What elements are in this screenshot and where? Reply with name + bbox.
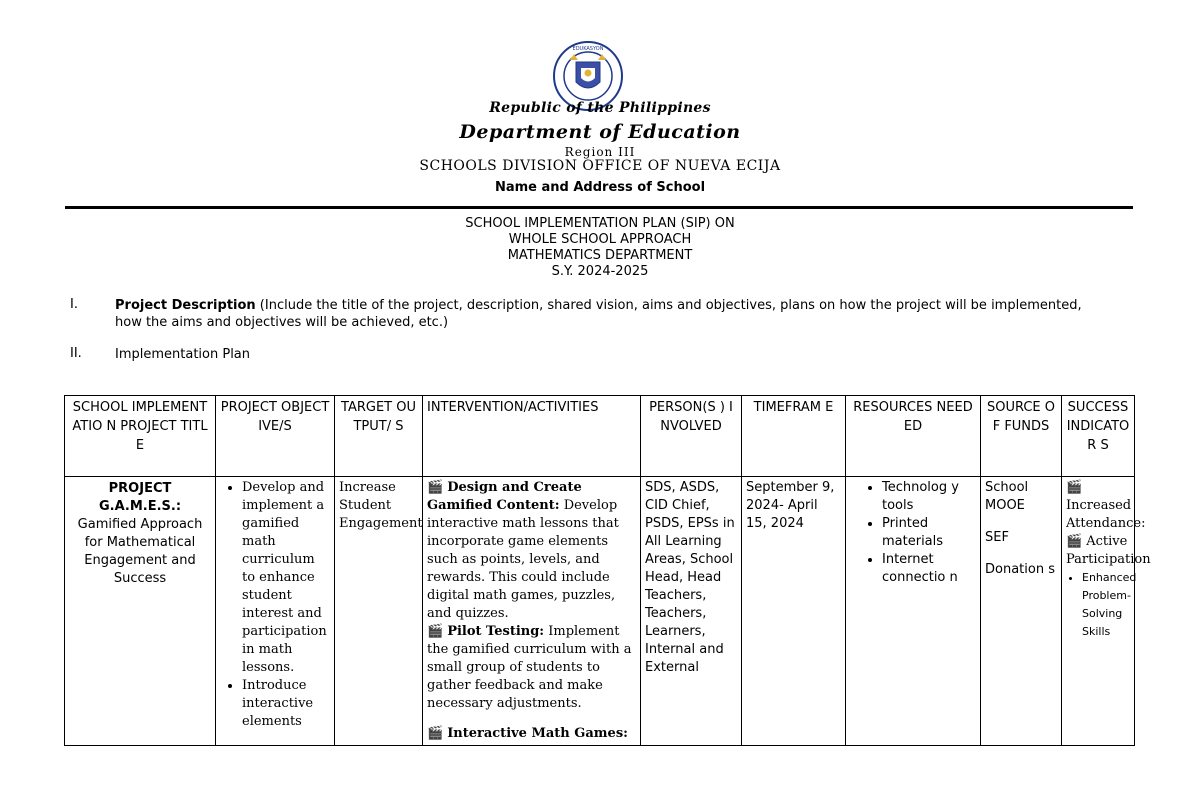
interventions-cell [423, 477, 641, 746]
list-item: • Printed materials [882, 515, 976, 551]
school-name-line: Name and Address of School [494, 180, 706, 195]
clapperboard-icon: 🎬 [427, 480, 444, 495]
svg-text:EDUKASYON: EDUKASYON [572, 46, 604, 52]
section-number: II. [70, 346, 82, 361]
list-item: • Technolog y tools [882, 479, 976, 515]
section-title: Implementation Plan [115, 347, 251, 362]
intervention-item [427, 479, 636, 623]
list-item: • Enhanced Problem-Solving Skills [1082, 569, 1130, 641]
document-title [0, 216, 1200, 280]
table-header-row [65, 396, 1135, 477]
clapperboard-icon: 🎬 [1066, 534, 1083, 549]
list-item: • Internet connectio n [882, 551, 976, 587]
header-cell: TIMEFRAM E [742, 396, 846, 477]
indicator-item [1066, 479, 1146, 533]
header-cell: SUCCESS INDICATOR S [1062, 396, 1135, 477]
fund-item: School MOOE [985, 480, 1029, 513]
header-cell: TARGET OUTPUT/ S [335, 396, 423, 477]
intervention-text: Develop interactive math lessons that incorporate game elements such as points, levels, and rewards. This could include digital math games, puzzles, and quizzes. [427, 498, 619, 621]
header-cell: SCHOOL IMPLEMENTATIO N PROJECT TITLE [65, 396, 216, 477]
project-title-rest: Gamified Approach for Mathematical Engagement and Success [77, 517, 203, 586]
funds-cell [981, 477, 1062, 746]
header-cell: SOURCE OF FUNDS [981, 396, 1062, 477]
header-cell: PERSON(S ) INVOLVED [641, 396, 742, 477]
table-row [65, 477, 1135, 746]
title-line-2: WHOLE SCHOOL APPROACH [508, 232, 692, 247]
clapperboard-icon: 🎬 [427, 726, 444, 741]
header-cell: RESOURCES NEEDED [846, 396, 981, 477]
header-cell: PROJECT OBJECTIVE/S [216, 396, 335, 477]
indicator-text: Active Participation [1066, 534, 1151, 567]
target-output-cell: Increase Student Engagement [335, 477, 423, 746]
intervention-title: Interactive Math Games: [447, 726, 628, 741]
division-line: SCHOOLS DIVISION OFFICE OF NUEVA ECIJA [419, 158, 781, 174]
title-line-3: MATHEMATICS DEPARTMENT [507, 248, 693, 263]
project-title-bold: PROJECT G.A.M.E.S.: [98, 481, 182, 514]
fund-item: SEF [985, 530, 1009, 545]
intervention-title: Pilot Testing: [447, 624, 545, 639]
fund-item: Donation s [985, 562, 1055, 577]
header-rule [65, 206, 1133, 209]
region-line: Region III [564, 145, 636, 159]
section-instructions: (Include the title of the project, description, shared vision, aims and objectives, plans on how the project will be implemented, how the aims and objectives will be achieved, etc.) [115, 298, 1082, 330]
title-line-4: S.Y. 2024-2025 [551, 264, 649, 279]
title-line-1: SCHOOL IMPLEMENTATION PLAN (SIP) ON [465, 216, 735, 231]
indicator-item [1066, 533, 1151, 569]
section-number: I. [70, 297, 78, 312]
indicators-cell [1062, 477, 1151, 746]
indicator-text: Increased Attendance: [1066, 498, 1146, 531]
list-item: • Develop and implement a gamified math curriculum to enhance student interest and participation in math lessons. [242, 479, 330, 677]
intervention-item [427, 725, 636, 743]
section-body [115, 346, 1085, 363]
objectives-cell [216, 477, 335, 746]
republic-line: Republic of the Philippines [489, 100, 711, 116]
project-title-cell [65, 477, 216, 746]
intervention-title: Design and Create Gamified Content: [427, 480, 582, 513]
intervention-item [427, 623, 636, 713]
header-cell: INTERVENTION/ACTIVITIES [423, 396, 641, 477]
department-name: Department of Education [459, 121, 741, 143]
persons-cell: SDS, ASDS, CID Chief, PSDS, EPSs in All Learning Areas, School Head, Head Teachers, Teachers, Learners, Internal and External [641, 477, 742, 746]
resources-cell [846, 477, 981, 746]
clapperboard-icon: 🎬 [1066, 480, 1083, 495]
timeframe-cell: September 9, 2024- April 15, 2024 [742, 477, 846, 746]
clapperboard-icon: 🎬 [427, 624, 444, 639]
section-body [115, 297, 1085, 331]
implementation-plan-table [64, 395, 1151, 746]
intervention-text: Implement the gamified curriculum with a small group of students to gather feedback and make necessary adjustments. [427, 624, 632, 711]
section-title: Project Description [115, 298, 256, 313]
list-item: • Introduce interactive elements [242, 677, 330, 731]
